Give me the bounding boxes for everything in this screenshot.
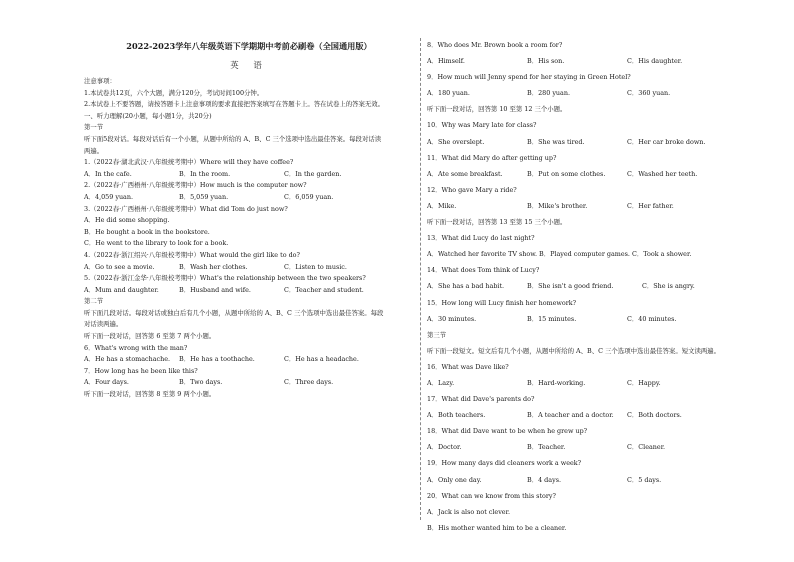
option-b: B．Teacher. [527,443,566,452]
section-heading: 第二节 [84,297,104,306]
option-c: C．5 days. [627,475,662,484]
option-c: C．Cleaner. [627,443,666,452]
option-a: A．Mike. [427,201,457,210]
notice-item: 2.本试卷上不要答题，请按答题卡上注意事项的要求直接把答案填写在答题卡上。答在试卷上的答案无效。 [84,100,385,109]
question-12-options [427,200,727,213]
option-c: C．Her car broke down. [627,137,706,146]
question-14: 14．What does Tom think of Lucy? [427,266,540,275]
option-c: C．6,059 yuan. [284,192,334,201]
option-a: A．She has a bad habit. [427,282,505,291]
question-15-options [427,313,727,326]
option-c: C．Three days. [284,378,334,387]
option-a: A．Only one day. [427,475,482,484]
section-heading: 第一节 [84,123,104,132]
question-5: 5.（2022春·浙江金华·八年级校考期中）What's the relationship between the two speakers? [84,274,366,283]
option-c: C．His daughter. [627,57,683,66]
question-2: 2.（2022春·广西梧州·八年级统考期中）How much is the computer now? [84,181,307,190]
question-15: 15．How long will Lucy finish her homework? [427,298,577,307]
option-b: B．His mother wanted him to be a cleaner. [427,523,567,532]
option-c: C．He has a headache. [284,355,359,364]
question-10-options [427,136,727,149]
option-b: B．4 days. [527,475,562,484]
option-b: B．She was tired. [527,137,585,146]
option-a: A．Mum and daughter. [84,285,159,294]
option-a: A．She overslept. [427,137,485,146]
question-9-options [427,87,727,100]
option-a: A．Himself. [427,57,465,66]
question-2-options [84,192,414,204]
option-b: B．15 minutes. [527,314,577,323]
option-a: A．Lazy. [427,378,455,387]
question-12: 12．Who gave Mary a ride? [427,185,517,194]
question-6-options [84,354,414,366]
listening-instruction: 听下面一段对话，回答第 6 至第 7 两个小题。 [84,332,216,341]
option-c: C．Happy. [627,378,661,387]
option-b: B．Two days. [179,378,223,387]
option-b: B．He has a toothache. [179,355,255,364]
section-intro: 听下面几段对话。每段对话或独白后有几个小题，从题中所给的 A、B、C 三个选项中选出最佳答案。每段 [84,308,384,317]
section-intro: 两遍。 [84,146,104,155]
question-8: 8．Who does Mr. Brown book a room for? [427,41,563,49]
question-17: 17．What did Dave's parents do? [427,395,535,404]
option-c: C．40 minutes. [627,314,677,323]
option-c: C．Her father. [627,201,674,210]
question-16: 16．What was Dave like? [427,362,509,371]
right-column [427,39,727,538]
option-a: A．4,059 yuan. [84,192,134,201]
option-a: A．Doctor. [427,443,462,452]
subject-heading: 英 语 [230,60,268,70]
question-11-options [427,168,727,181]
question-11: 11．What did Mary do after getting up? [427,153,557,162]
option-b: B．She isn't a good friend. [527,282,614,291]
question-18-options [427,441,727,454]
option-c: C．Washed her teeth. [627,169,698,178]
option-c: C．She is angry. [642,282,695,291]
section-intro: 听下面一段短文。短文后有几个小题，从题中所给的 A、B、C 三个选项中选出最佳答案。短文读两遍。 [427,346,721,355]
option-a: A．Four days. [84,378,129,387]
question-6: 6．What's wrong with the man? [84,343,188,352]
question-19-options [427,474,727,487]
question-4: 4.（2022春·浙江绍兴·八年级校考期中）What would the girl like to do? [84,250,300,259]
option-c: C．In the garden. [284,169,342,178]
question-5-options [84,285,414,297]
section-intro: 听下面5段对话。每段对话后有一个小题，从题中所给的 A、B、C 三个选项中选出最佳答案。每段对话读 [84,134,382,143]
question-9: 9．How much will Jenny spend for her staying in Green Hotel? [427,73,631,82]
option-b: B．A teacher and a doctor. [527,411,614,420]
section-heading: 第三节 [427,330,447,339]
question-20: 20．What can we know from this story? [427,491,556,500]
option-b: B．Put on some clothes. [527,169,606,178]
option-c: C．360 yuan. [627,89,671,98]
question-10: 10．Why was Mary late for class? [427,121,537,130]
question-8-options [427,55,727,68]
question-7-options [84,377,414,389]
option-b: B．5,059 yuan. [179,192,229,201]
option-c: C．Both doctors. [627,411,682,420]
exam-title: 2022-2023学年八年级英语下学期期中考前必刷卷（全国通用版） [126,41,372,51]
question-3: 3.（2022春·广西梧州·八年级统考期中）What did Tom do just now? [84,204,288,213]
section-intro: 对话读两遍。 [84,320,123,329]
option-a: A．He has a stomachache. [84,355,171,364]
option-b: B．Husband and wife. [179,285,251,294]
option-a: A．In the cafe. [84,169,132,178]
option-c: C．Listen to music. [284,262,347,271]
question-13-options: A．Watched her favorite TV show. B．Played computer games. C．Took a shower. [427,250,692,259]
question-4-options [84,262,414,274]
option-b: B．280 yuan. [527,89,570,98]
question-14-options [427,280,727,293]
column-divider [420,38,421,520]
listening-instruction: 听下面一段对话，回答第 8 至第 9 两个小题。 [84,390,216,399]
option-b: B．Hard-working. [527,378,586,387]
left-column [84,38,414,401]
option-a: A．Ate some breakfast. [427,169,503,178]
option-a: A．Go to see a movie. [84,262,155,271]
notice-heading: 注意事项： [84,77,116,85]
listening-instruction: 听下面一段对话，回答第 10 至第 12 三个小题。 [427,105,567,114]
question-1-options [84,169,414,181]
option-b: B．Mike's brother. [527,201,588,210]
question-16-options [427,377,727,390]
option-c: C．Teacher and student. [284,285,364,294]
option-b: B．His son. [527,57,565,66]
question-17-options [427,409,727,422]
question-7: 7．How long has he been like this? [84,366,198,375]
listening-instruction: 听下面一段对话，回答第 13 至第 15 三个小题。 [427,218,567,227]
option-a: A．30 minutes. [427,314,477,323]
option-b: B．In the room. [179,169,231,178]
option-b: B．He bought a book in the bookstore. [84,227,210,236]
notice-item: 1.本试卷共12页，六个大题，满分120分，考试时间100分钟。 [84,88,264,97]
question-19: 19．How many days did cleaners work a week? [427,459,582,468]
question-18: 18．What did Dave want to be when he grew up? [427,427,588,436]
option-b: B．Wash her clothes. [179,262,248,271]
option-a: A．He did some shopping. [84,216,170,225]
option-a: A．180 yuan. [427,89,470,98]
question-13: 13．What did Lucy do last night? [427,234,535,243]
option-c: C．He went to the library to look for a book. [84,239,229,248]
question-1: 1.（2022春·湖北武汉·八年级统考期中）Where will they have coffee? [84,158,294,167]
option-a: A．Jack is also not clever. [427,507,510,516]
part-heading: 一、听力理解(20小题，每小题1分，共20分) [84,111,212,120]
option-a: A．Both teachers. [427,411,486,420]
